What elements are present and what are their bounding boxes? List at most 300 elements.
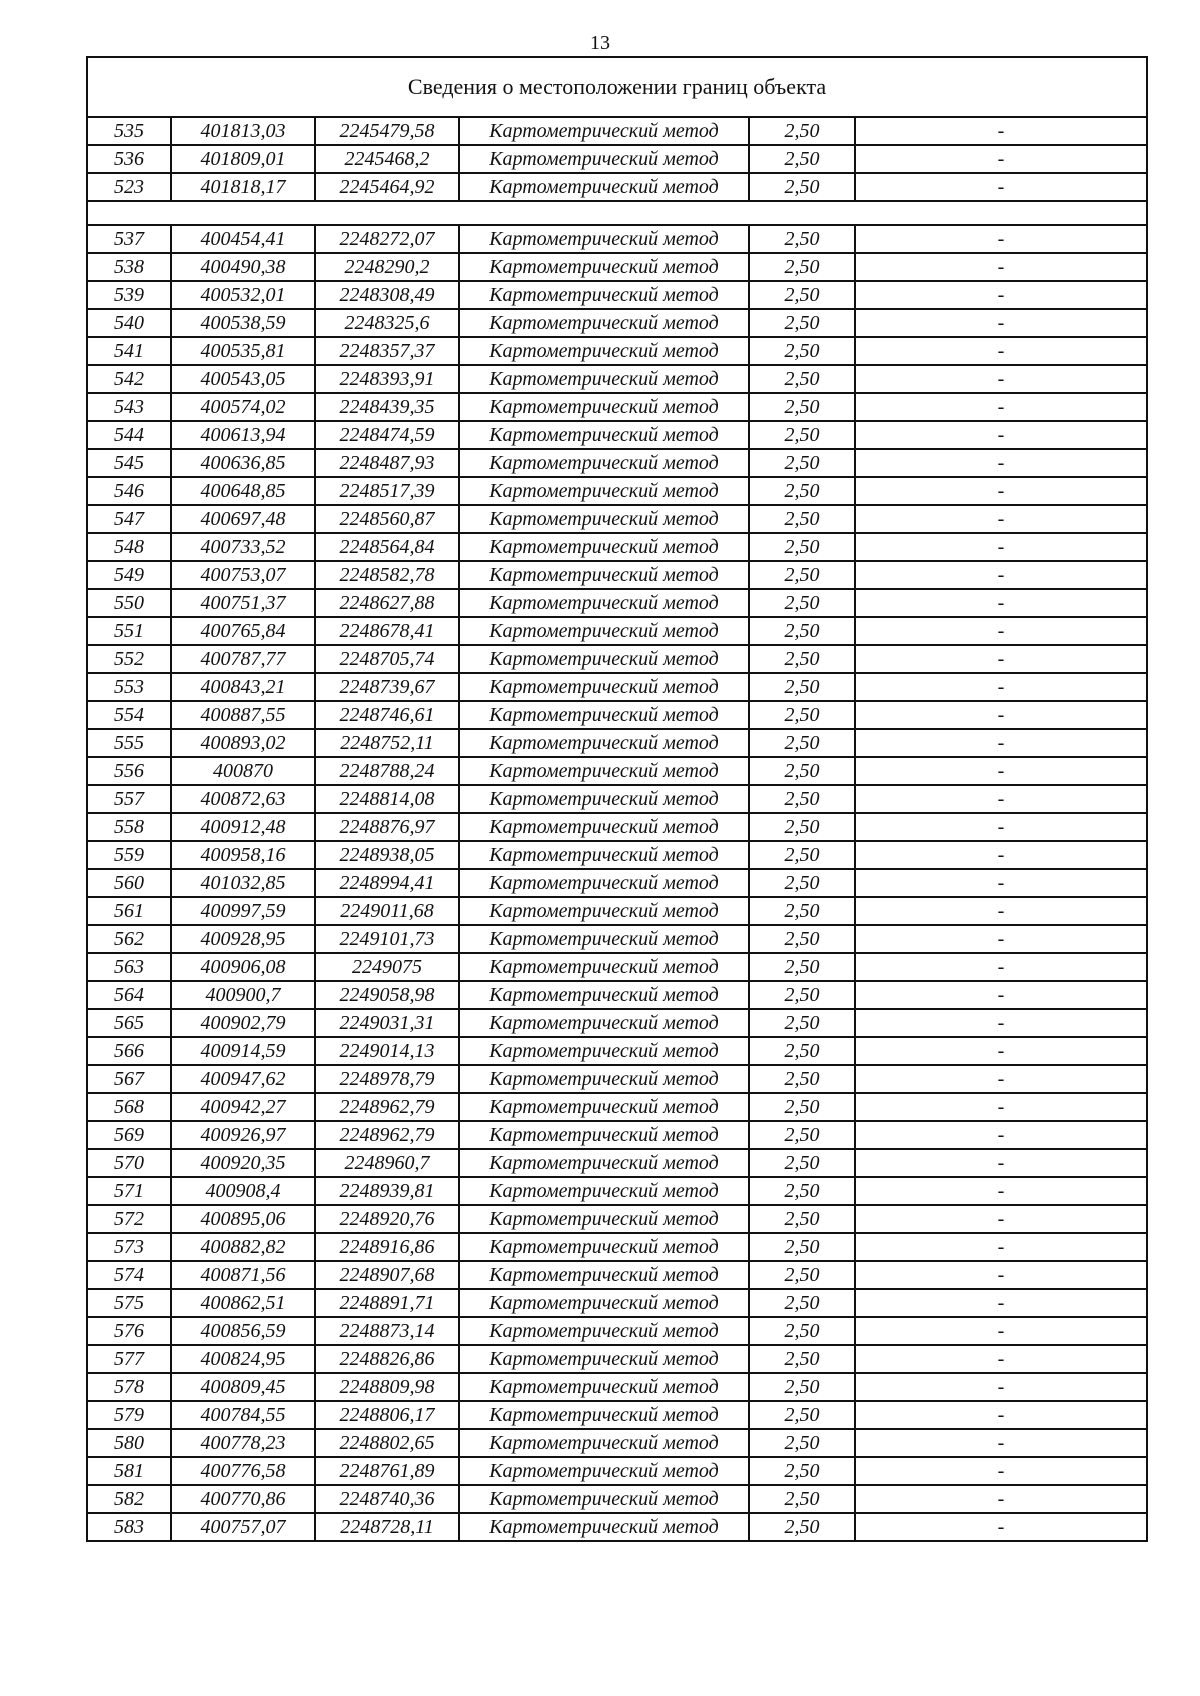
method-cell: Картометрический метод <box>459 337 749 365</box>
x-coordinate-cell: 400787,77 <box>171 645 315 673</box>
table-row <box>87 1289 1147 1317</box>
description-cell: - <box>855 505 1147 533</box>
description-cell: - <box>855 337 1147 365</box>
y-coordinate-cell: 2248826,86 <box>315 1345 459 1373</box>
x-coordinate-cell: 400912,48 <box>171 813 315 841</box>
table-row <box>87 1457 1147 1485</box>
y-coordinate-cell: 2248517,39 <box>315 477 459 505</box>
table-row <box>87 1317 1147 1345</box>
accuracy-cell: 2,50 <box>749 645 855 673</box>
method-cell: Картометрический метод <box>459 1009 749 1037</box>
y-coordinate-cell: 2248891,71 <box>315 1289 459 1317</box>
y-coordinate-cell: 2248962,79 <box>315 1093 459 1121</box>
table-row <box>87 1373 1147 1401</box>
table-row <box>87 1233 1147 1261</box>
y-coordinate-cell: 2248487,93 <box>315 449 459 477</box>
method-cell: Картометрический метод <box>459 1205 749 1233</box>
x-coordinate-cell: 400751,37 <box>171 589 315 617</box>
accuracy-cell: 2,50 <box>749 1513 855 1541</box>
y-coordinate-cell: 2248876,97 <box>315 813 459 841</box>
x-coordinate-cell: 400770,86 <box>171 1485 315 1513</box>
method-cell: Картометрический метод <box>459 1177 749 1205</box>
x-coordinate-cell: 400490,38 <box>171 253 315 281</box>
description-cell: - <box>855 925 1147 953</box>
x-coordinate-cell: 400900,7 <box>171 981 315 1009</box>
method-cell: Картометрический метод <box>459 981 749 1009</box>
y-coordinate-cell: 2248788,24 <box>315 757 459 785</box>
point-number-cell: 535 <box>87 117 171 145</box>
method-cell: Картометрический метод <box>459 505 749 533</box>
point-number-cell: 561 <box>87 897 171 925</box>
accuracy-cell: 2,50 <box>749 897 855 925</box>
description-cell: - <box>855 869 1147 897</box>
accuracy-cell: 2,50 <box>749 1121 855 1149</box>
point-number-cell: 536 <box>87 145 171 173</box>
y-coordinate-cell: 2248325,6 <box>315 309 459 337</box>
description-cell: - <box>855 1513 1147 1541</box>
table-row <box>87 117 1147 145</box>
x-coordinate-cell: 400765,84 <box>171 617 315 645</box>
x-coordinate-cell: 400532,01 <box>171 281 315 309</box>
accuracy-cell: 2,50 <box>749 785 855 813</box>
table-row <box>87 757 1147 785</box>
y-coordinate-cell: 2248393,91 <box>315 365 459 393</box>
accuracy-cell: 2,50 <box>749 1093 855 1121</box>
table-row <box>87 1429 1147 1457</box>
method-cell: Картометрический метод <box>459 449 749 477</box>
point-number-cell: 548 <box>87 533 171 561</box>
description-cell: - <box>855 785 1147 813</box>
description-cell: - <box>855 117 1147 145</box>
accuracy-cell: 2,50 <box>749 1485 855 1513</box>
description-cell: - <box>855 365 1147 393</box>
table-row <box>87 589 1147 617</box>
y-coordinate-cell: 2248907,68 <box>315 1261 459 1289</box>
description-cell: - <box>855 1065 1147 1093</box>
table-row <box>87 925 1147 953</box>
accuracy-cell: 2,50 <box>749 841 855 869</box>
point-number-cell: 558 <box>87 813 171 841</box>
point-number-cell: 550 <box>87 589 171 617</box>
accuracy-cell: 2,50 <box>749 1009 855 1037</box>
table-row <box>87 281 1147 309</box>
point-number-cell: 545 <box>87 449 171 477</box>
description-cell: - <box>855 309 1147 337</box>
point-number-cell: 537 <box>87 225 171 253</box>
y-coordinate-cell: 2248806,17 <box>315 1401 459 1429</box>
method-cell: Картометрический метод <box>459 393 749 421</box>
x-coordinate-cell: 400856,59 <box>171 1317 315 1345</box>
method-cell: Картометрический метод <box>459 1485 749 1513</box>
description-cell: - <box>855 477 1147 505</box>
point-number-cell: 571 <box>87 1177 171 1205</box>
method-cell: Картометрический метод <box>459 589 749 617</box>
method-cell: Картометрический метод <box>459 477 749 505</box>
x-coordinate-cell: 400538,59 <box>171 309 315 337</box>
accuracy-cell: 2,50 <box>749 701 855 729</box>
point-number-cell: 544 <box>87 421 171 449</box>
description-cell: - <box>855 1149 1147 1177</box>
method-cell: Картометрический метод <box>459 1121 749 1149</box>
method-cell: Картометрический метод <box>459 309 749 337</box>
accuracy-cell: 2,50 <box>749 1149 855 1177</box>
y-coordinate-cell: 2248809,98 <box>315 1373 459 1401</box>
accuracy-cell: 2,50 <box>749 1401 855 1429</box>
accuracy-cell: 2,50 <box>749 1289 855 1317</box>
x-coordinate-cell: 400753,07 <box>171 561 315 589</box>
point-number-cell: 551 <box>87 617 171 645</box>
y-coordinate-cell: 2248582,78 <box>315 561 459 589</box>
description-cell: - <box>855 1289 1147 1317</box>
x-coordinate-cell: 400926,97 <box>171 1121 315 1149</box>
table-row <box>87 729 1147 757</box>
y-coordinate-cell: 2249058,98 <box>315 981 459 1009</box>
y-coordinate-cell: 2248564,84 <box>315 533 459 561</box>
description-cell: - <box>855 1037 1147 1065</box>
method-cell: Картометрический метод <box>459 1457 749 1485</box>
y-coordinate-cell: 2248994,41 <box>315 869 459 897</box>
table-row <box>87 953 1147 981</box>
method-cell: Картометрический метод <box>459 869 749 897</box>
method-cell: Картометрический метод <box>459 281 749 309</box>
point-number-cell: 538 <box>87 253 171 281</box>
table-row <box>87 421 1147 449</box>
y-coordinate-cell: 2248308,49 <box>315 281 459 309</box>
method-cell: Картометрический метод <box>459 1429 749 1457</box>
x-coordinate-cell: 400636,85 <box>171 449 315 477</box>
accuracy-cell: 2,50 <box>749 1429 855 1457</box>
x-coordinate-cell: 400887,55 <box>171 701 315 729</box>
point-number-cell: 562 <box>87 925 171 953</box>
description-cell: - <box>855 1177 1147 1205</box>
accuracy-cell: 2,50 <box>749 561 855 589</box>
description-cell: - <box>855 533 1147 561</box>
y-coordinate-cell: 2245464,92 <box>315 173 459 201</box>
accuracy-cell: 2,50 <box>749 1345 855 1373</box>
x-coordinate-cell: 400454,41 <box>171 225 315 253</box>
accuracy-cell: 2,50 <box>749 729 855 757</box>
accuracy-cell: 2,50 <box>749 589 855 617</box>
description-cell: - <box>855 1261 1147 1289</box>
point-number-cell: 567 <box>87 1065 171 1093</box>
y-coordinate-cell: 2245468,2 <box>315 145 459 173</box>
y-coordinate-cell: 2248962,79 <box>315 1121 459 1149</box>
description-cell: - <box>855 953 1147 981</box>
description-cell: - <box>855 1121 1147 1149</box>
x-coordinate-cell: 400733,52 <box>171 533 315 561</box>
point-number-cell: 556 <box>87 757 171 785</box>
point-number-cell: 557 <box>87 785 171 813</box>
accuracy-cell: 2,50 <box>749 617 855 645</box>
table-row <box>87 813 1147 841</box>
description-cell: - <box>855 617 1147 645</box>
y-coordinate-cell: 2248939,81 <box>315 1177 459 1205</box>
method-cell: Картометрический метод <box>459 421 749 449</box>
method-cell: Картометрический метод <box>459 673 749 701</box>
point-number-cell: 549 <box>87 561 171 589</box>
point-number-cell: 577 <box>87 1345 171 1373</box>
separator-row <box>87 201 1147 225</box>
method-cell: Картометрический метод <box>459 1261 749 1289</box>
description-cell: - <box>855 225 1147 253</box>
y-coordinate-cell: 2249031,31 <box>315 1009 459 1037</box>
description-cell: - <box>855 841 1147 869</box>
x-coordinate-cell: 400778,23 <box>171 1429 315 1457</box>
method-cell: Картометрический метод <box>459 1317 749 1345</box>
point-number-cell: 569 <box>87 1121 171 1149</box>
table-row <box>87 1513 1147 1541</box>
description-cell: - <box>855 757 1147 785</box>
table-row <box>87 253 1147 281</box>
method-cell: Картометрический метод <box>459 701 749 729</box>
x-coordinate-cell: 400902,79 <box>171 1009 315 1037</box>
y-coordinate-cell: 2248560,87 <box>315 505 459 533</box>
table-row <box>87 337 1147 365</box>
y-coordinate-cell: 2248439,35 <box>315 393 459 421</box>
table-row <box>87 365 1147 393</box>
method-cell: Картометрический метод <box>459 785 749 813</box>
table-row <box>87 1401 1147 1429</box>
accuracy-cell: 2,50 <box>749 1373 855 1401</box>
boundary-coordinates-table <box>86 56 1148 1542</box>
accuracy-cell: 2,50 <box>749 337 855 365</box>
point-number-cell: 547 <box>87 505 171 533</box>
x-coordinate-cell: 400942,27 <box>171 1093 315 1121</box>
method-cell: Картометрический метод <box>459 1513 749 1541</box>
x-coordinate-cell: 400920,35 <box>171 1149 315 1177</box>
accuracy-cell: 2,50 <box>749 925 855 953</box>
table-row <box>87 645 1147 673</box>
point-number-cell: 543 <box>87 393 171 421</box>
method-cell: Картометрический метод <box>459 1401 749 1429</box>
accuracy-cell: 2,50 <box>749 813 855 841</box>
table-row <box>87 981 1147 1009</box>
x-coordinate-cell: 400914,59 <box>171 1037 315 1065</box>
accuracy-cell: 2,50 <box>749 953 855 981</box>
x-coordinate-cell: 400928,95 <box>171 925 315 953</box>
x-coordinate-cell: 400543,05 <box>171 365 315 393</box>
boundary-table-frame <box>86 56 1146 1542</box>
point-number-cell: 523 <box>87 173 171 201</box>
x-coordinate-cell: 401818,17 <box>171 173 315 201</box>
x-coordinate-cell: 400882,82 <box>171 1233 315 1261</box>
accuracy-cell: 2,50 <box>749 533 855 561</box>
point-number-cell: 575 <box>87 1289 171 1317</box>
table-row <box>87 701 1147 729</box>
accuracy-cell: 2,50 <box>749 1233 855 1261</box>
y-coordinate-cell: 2248814,08 <box>315 785 459 813</box>
description-cell: - <box>855 393 1147 421</box>
description-cell: - <box>855 1009 1147 1037</box>
method-cell: Картометрический метод <box>459 145 749 173</box>
method-cell: Картометрический метод <box>459 645 749 673</box>
point-number-cell: 564 <box>87 981 171 1009</box>
x-coordinate-cell: 400843,21 <box>171 673 315 701</box>
description-cell: - <box>855 897 1147 925</box>
x-coordinate-cell: 400613,94 <box>171 421 315 449</box>
point-number-cell: 559 <box>87 841 171 869</box>
point-number-cell: 582 <box>87 1485 171 1513</box>
description-cell: - <box>855 645 1147 673</box>
table-row <box>87 673 1147 701</box>
x-coordinate-cell: 400784,55 <box>171 1401 315 1429</box>
x-coordinate-cell: 400862,51 <box>171 1289 315 1317</box>
table-row <box>87 393 1147 421</box>
table-title-row <box>87 57 1147 117</box>
method-cell: Картометрический метод <box>459 1345 749 1373</box>
y-coordinate-cell: 2248746,61 <box>315 701 459 729</box>
description-cell: - <box>855 1093 1147 1121</box>
point-number-cell: 565 <box>87 1009 171 1037</box>
x-coordinate-cell: 400809,45 <box>171 1373 315 1401</box>
table-row <box>87 225 1147 253</box>
method-cell: Картометрический метод <box>459 757 749 785</box>
point-number-cell: 553 <box>87 673 171 701</box>
accuracy-cell: 2,50 <box>749 253 855 281</box>
method-cell: Картометрический метод <box>459 1065 749 1093</box>
table-row <box>87 309 1147 337</box>
accuracy-cell: 2,50 <box>749 281 855 309</box>
method-cell: Картометрический метод <box>459 925 749 953</box>
point-number-cell: 576 <box>87 1317 171 1345</box>
method-cell: Картометрический метод <box>459 117 749 145</box>
method-cell: Картометрический метод <box>459 561 749 589</box>
table-row <box>87 897 1147 925</box>
y-coordinate-cell: 2249014,13 <box>315 1037 459 1065</box>
table-row <box>87 1093 1147 1121</box>
table-row <box>87 449 1147 477</box>
point-number-cell: 573 <box>87 1233 171 1261</box>
x-coordinate-cell: 400574,02 <box>171 393 315 421</box>
point-number-cell: 574 <box>87 1261 171 1289</box>
y-coordinate-cell: 2248740,36 <box>315 1485 459 1513</box>
method-cell: Картометрический метод <box>459 617 749 645</box>
description-cell: - <box>855 449 1147 477</box>
description-cell: - <box>855 1429 1147 1457</box>
point-number-cell: 570 <box>87 1149 171 1177</box>
point-number-cell: 581 <box>87 1457 171 1485</box>
accuracy-cell: 2,50 <box>749 981 855 1009</box>
description-cell: - <box>855 729 1147 757</box>
table-row <box>87 477 1147 505</box>
accuracy-cell: 2,50 <box>749 869 855 897</box>
accuracy-cell: 2,50 <box>749 145 855 173</box>
description-cell: - <box>855 281 1147 309</box>
method-cell: Картометрический метод <box>459 729 749 757</box>
accuracy-cell: 2,50 <box>749 477 855 505</box>
description-cell: - <box>855 1457 1147 1485</box>
table-row <box>87 1345 1147 1373</box>
table-row <box>87 145 1147 173</box>
x-coordinate-cell: 400997,59 <box>171 897 315 925</box>
x-coordinate-cell: 400895,06 <box>171 1205 315 1233</box>
table-row <box>87 505 1147 533</box>
point-number-cell: 541 <box>87 337 171 365</box>
page-number: 13 <box>590 32 610 54</box>
accuracy-cell: 2,50 <box>749 1177 855 1205</box>
y-coordinate-cell: 2248752,11 <box>315 729 459 757</box>
description-cell: - <box>855 1345 1147 1373</box>
x-coordinate-cell: 400697,48 <box>171 505 315 533</box>
table-row <box>87 617 1147 645</box>
table-row <box>87 1485 1147 1513</box>
y-coordinate-cell: 2248357,37 <box>315 337 459 365</box>
x-coordinate-cell: 401809,01 <box>171 145 315 173</box>
point-number-cell: 579 <box>87 1401 171 1429</box>
description-cell: - <box>855 561 1147 589</box>
table-row <box>87 869 1147 897</box>
point-number-cell: 580 <box>87 1429 171 1457</box>
y-coordinate-cell: 2249075 <box>315 953 459 981</box>
y-coordinate-cell: 2248678,41 <box>315 617 459 645</box>
description-cell: - <box>855 1205 1147 1233</box>
x-coordinate-cell: 400757,07 <box>171 1513 315 1541</box>
table-row <box>87 1261 1147 1289</box>
method-cell: Картометрический метод <box>459 365 749 393</box>
method-cell: Картометрический метод <box>459 225 749 253</box>
method-cell: Картометрический метод <box>459 1373 749 1401</box>
y-coordinate-cell: 2248728,11 <box>315 1513 459 1541</box>
x-coordinate-cell: 400872,63 <box>171 785 315 813</box>
x-coordinate-cell: 400893,02 <box>171 729 315 757</box>
accuracy-cell: 2,50 <box>749 365 855 393</box>
description-cell: - <box>855 145 1147 173</box>
table-row <box>87 1037 1147 1065</box>
x-coordinate-cell: 401032,85 <box>171 869 315 897</box>
accuracy-cell: 2,50 <box>749 117 855 145</box>
accuracy-cell: 2,50 <box>749 421 855 449</box>
table-row <box>87 1009 1147 1037</box>
y-coordinate-cell: 2248920,76 <box>315 1205 459 1233</box>
description-cell: - <box>855 1317 1147 1345</box>
point-number-cell: 555 <box>87 729 171 757</box>
x-coordinate-cell: 401813,03 <box>171 117 315 145</box>
y-coordinate-cell: 2245479,58 <box>315 117 459 145</box>
y-coordinate-cell: 2248873,14 <box>315 1317 459 1345</box>
y-coordinate-cell: 2248290,2 <box>315 253 459 281</box>
x-coordinate-cell: 400535,81 <box>171 337 315 365</box>
method-cell: Картометрический метод <box>459 173 749 201</box>
y-coordinate-cell: 2248761,89 <box>315 1457 459 1485</box>
point-number-cell: 566 <box>87 1037 171 1065</box>
y-coordinate-cell: 2248960,7 <box>315 1149 459 1177</box>
method-cell: Картометрический метод <box>459 253 749 281</box>
x-coordinate-cell: 400776,58 <box>171 1457 315 1485</box>
y-coordinate-cell: 2248474,59 <box>315 421 459 449</box>
x-coordinate-cell: 400648,85 <box>171 477 315 505</box>
accuracy-cell: 2,50 <box>749 449 855 477</box>
x-coordinate-cell: 400908,4 <box>171 1177 315 1205</box>
accuracy-cell: 2,50 <box>749 1261 855 1289</box>
y-coordinate-cell: 2248938,05 <box>315 841 459 869</box>
x-coordinate-cell: 400871,56 <box>171 1261 315 1289</box>
point-number-cell: 542 <box>87 365 171 393</box>
method-cell: Картометрический метод <box>459 1093 749 1121</box>
point-number-cell: 552 <box>87 645 171 673</box>
method-cell: Картометрический метод <box>459 1037 749 1065</box>
description-cell: - <box>855 421 1147 449</box>
accuracy-cell: 2,50 <box>749 673 855 701</box>
x-coordinate-cell: 400947,62 <box>171 1065 315 1093</box>
accuracy-cell: 2,50 <box>749 1065 855 1093</box>
table-row <box>87 1149 1147 1177</box>
table-row <box>87 1177 1147 1205</box>
description-cell: - <box>855 173 1147 201</box>
y-coordinate-cell: 2248978,79 <box>315 1065 459 1093</box>
y-coordinate-cell: 2248916,86 <box>315 1233 459 1261</box>
method-cell: Картометрический метод <box>459 813 749 841</box>
description-cell: - <box>855 1233 1147 1261</box>
